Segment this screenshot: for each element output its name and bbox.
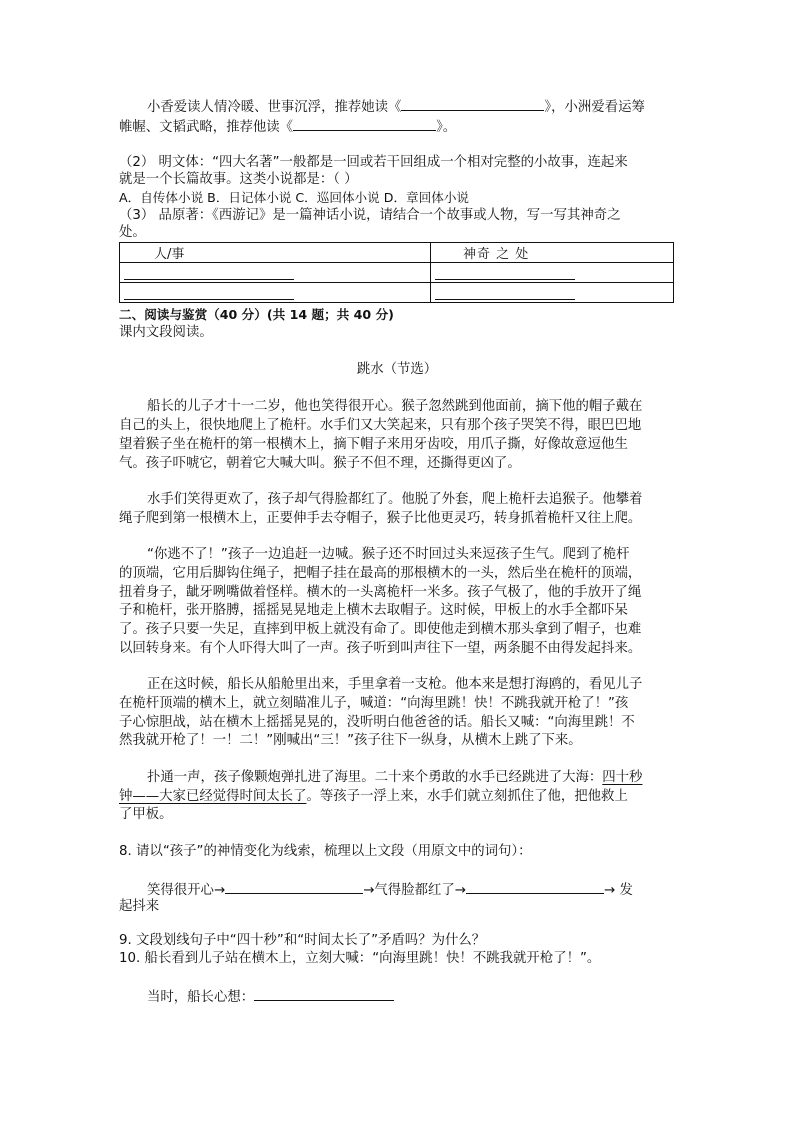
passage-line: 子和桅杆，张开胳膊，摇摇晃晃地走上横木去取帽子。这时候，甲板上的水手全都吓呆 bbox=[119, 603, 628, 618]
answer-blank-emotion-1[interactable] bbox=[225, 879, 363, 894]
passage-line: 正在这时候，船长从船舱里出来，手里拿着一支枪。他本来是想打海鸥的，看见儿子 bbox=[147, 677, 643, 692]
answer-table bbox=[119, 242, 674, 303]
passage-line: 水手们笑得更欢了，孩子却气得脸都红了。他脱了外套，爬上桅杆去追猴子。他攀着 bbox=[147, 492, 643, 507]
q2-line-2: 就是一个长篇故事。这类小说都是：（ ） bbox=[119, 172, 358, 187]
passage-line: 子心惊胆战，站在横木上摇摇晃晃的，没听明白他爸爸的话。船长又喊：“向海里跳！不 bbox=[119, 715, 635, 730]
passage-line: 自己的头上，很快地爬上了桅杆。水手们又大笑起来，只有那个孩子哭笑不得，眼巴巴地 bbox=[119, 418, 642, 433]
q2-options: A．自传体小说 B．日记体小说 C．巡回体小说 D．章回体小说 bbox=[119, 190, 470, 205]
answer-blank[interactable] bbox=[124, 286, 294, 300]
q10-answer-line: 当时，船长心想： bbox=[147, 986, 394, 1008]
passage-line: 在桅杆顶端的横木上，就立刻瞄准儿子，喊道：“向海里跳！快！不跳我就开枪了！”孩 bbox=[119, 696, 629, 711]
q3-line-2: 处。 bbox=[119, 225, 146, 240]
table-header-wonder: 神奇 之 处 bbox=[431, 243, 674, 263]
q8-prompt: 8. 请以“孩子”的神情变化为线索，梳理以上文段（用原文中的词句）： bbox=[119, 844, 532, 859]
recommend-line-1: 小香爱读人情冷暖、世事沉浮，推荐她读《 》，小洲爱看运筹 bbox=[147, 96, 645, 118]
recommend-line-2: 帷幄、文韬武略，推荐他读《 》。 bbox=[119, 116, 456, 138]
passage-line: 绳子爬到第一根横木上，正要伸手去夺帽子，猴子比他更灵巧，转身抓着桅杆又往上爬。 bbox=[119, 511, 642, 526]
q9-prompt: 9. 文段划线句子中“四十秒”和“时间太长了”矛盾吗？为什么？ bbox=[119, 933, 486, 948]
passage-title: 跳水（节选） bbox=[356, 362, 438, 377]
answer-blank[interactable] bbox=[435, 266, 575, 280]
passage-line: 望着猴子坐在桅杆的第一根横木上，摘下帽子来用牙齿咬，用爪子撕，好像故意逗他生 bbox=[119, 437, 628, 452]
passage-line: 以回转身来。有个人吓得大叫了一声。孩子听到叫声往下一望，两条腿不由得发起抖来。 bbox=[119, 641, 642, 656]
q8-answer-line: 笑得很开心→ →气得脸都红了→ → 发 bbox=[147, 879, 633, 901]
table-header-person: 人/事 bbox=[120, 243, 431, 263]
answer-blank-captain-thought[interactable] bbox=[254, 986, 394, 1001]
answer-blank[interactable] bbox=[435, 286, 575, 300]
passage-line: 了。孩子只要一失足，直摔到甲板上就没有命了。即使他走到横木那头拿到了帽子，也难 bbox=[119, 622, 642, 637]
section-heading: 二、阅读与鉴赏（40 分）(共 14 题；共 40 分) bbox=[119, 307, 394, 322]
passage-line: 的顶端，它用后脚钩住绳子，把帽子挂在最高的那根横木的一头，然后坐在桅杆的顶端， bbox=[119, 566, 642, 581]
table-cell[interactable] bbox=[120, 283, 431, 303]
passage-line: “你逃不了！”孩子一边追赶一边喊。猴子还不时回过头来逗孩子生气。爬到了桅杆 bbox=[147, 547, 630, 562]
q8-answer-end: 起抖来 bbox=[119, 899, 160, 914]
section-subheading: 课内文段阅读。 bbox=[119, 325, 213, 340]
passage-line: 扭着身子，龇牙咧嘴做着怪样。横木的一头离桅杆一米多。孩子气极了，他的手放开了绳 bbox=[119, 585, 642, 600]
table-cell[interactable] bbox=[120, 263, 431, 283]
q2-line-1: （2） 明文体：“四大名著”一般都是一回或若干回组成一个相对完整的小故事，连起来 bbox=[119, 155, 628, 170]
passage-line: 气。孩子吓唬它，朝着它大喊大叫。猴子不但不理，还撕得更凶了。 bbox=[119, 456, 521, 471]
underlined-sentence: 钟——大家已经觉得时间太长了 bbox=[119, 789, 307, 804]
q10-prompt: 10. 船长看到儿子站在横木上，立刻大喊：“向海里跳！快！不跳我就开枪了！”。 bbox=[119, 951, 601, 966]
q3-line-1: （3） 品原著：《西游记》是一篇神话小说，请结合一个故事或人物，写一写其神奇之 bbox=[119, 208, 621, 223]
passage-line: 钟——大家已经觉得时间太长了。等孩子一浮上来，水手们就立刻抓住了他，把他救上 bbox=[119, 789, 628, 804]
table-cell[interactable] bbox=[431, 263, 674, 283]
underlined-sentence: 四十秒 bbox=[602, 770, 643, 785]
passage-line: 船长的儿子才十一二岁，他也笑得很开心。猴子忽然跳到他面前，摘下他的帽子戴在 bbox=[147, 399, 643, 414]
table-cell[interactable] bbox=[431, 283, 674, 303]
passage-line: 然我就开枪了！一！二！”刚喊出“三！”孩子往下一纵身，从横木上跳了下来。 bbox=[119, 733, 582, 748]
answer-blank-book-1[interactable] bbox=[401, 96, 544, 111]
answer-blank[interactable] bbox=[124, 266, 294, 280]
passage-line: 了甲板。 bbox=[119, 807, 173, 822]
answer-blank-emotion-2[interactable] bbox=[466, 879, 604, 894]
answer-blank-book-2[interactable] bbox=[293, 116, 436, 131]
passage-line: 扑通一声，孩子像颗炮弹扎进了海里。二十来个勇敢的水手已经跳进了大海：四十秒 bbox=[147, 770, 643, 785]
